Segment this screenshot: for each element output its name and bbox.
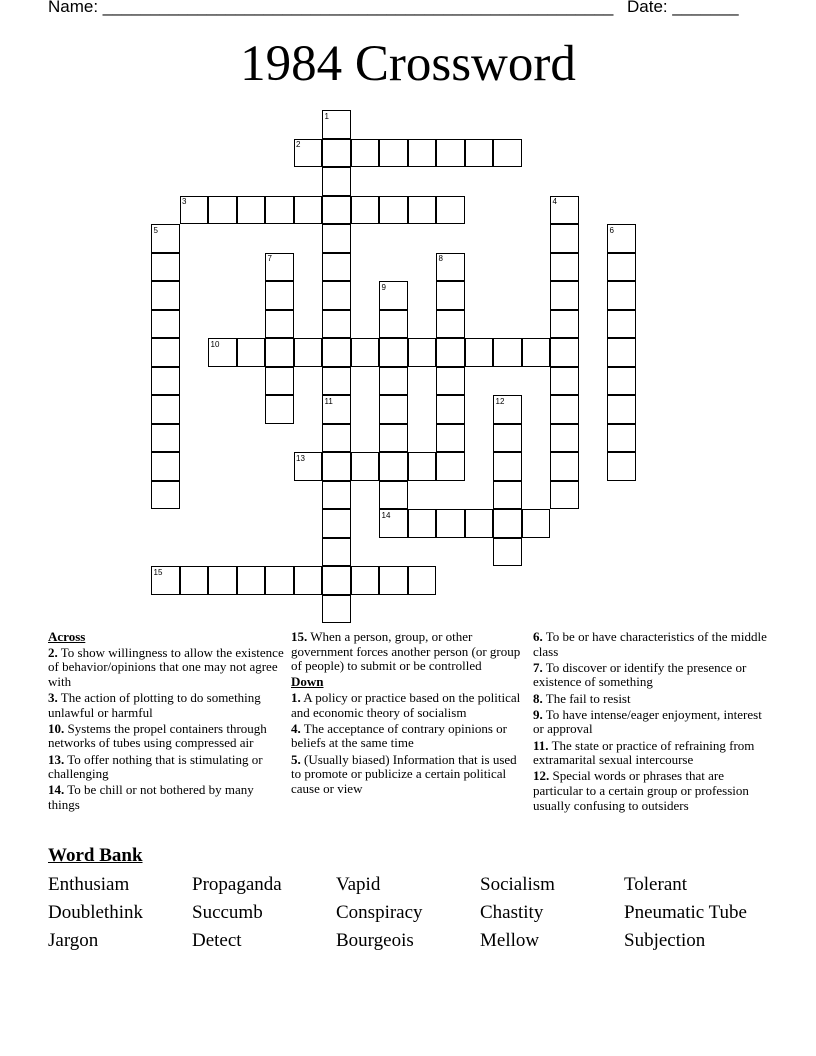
clue-number: 15 xyxy=(153,567,163,577)
grid-cell[interactable] xyxy=(607,367,636,396)
grid-cell[interactable] xyxy=(550,281,579,310)
word-bank-item: Chastity xyxy=(480,902,544,923)
date-field-label: Date: _______ xyxy=(627,0,739,16)
clue-across-15: 15. When a person, group, or other government forces another person (or group of people) to submit or be controlled xyxy=(291,629,521,674)
grid-cell[interactable] xyxy=(550,395,579,424)
grid-cell[interactable] xyxy=(408,196,437,225)
grid-cell[interactable] xyxy=(294,566,323,595)
grid-cell[interactable] xyxy=(322,139,351,168)
grid-cell[interactable] xyxy=(151,338,180,367)
grid-cell[interactable] xyxy=(322,452,351,481)
grid-cell[interactable] xyxy=(550,253,579,282)
grid-cell[interactable] xyxy=(379,395,408,424)
clue-down-11: 11. The state or practice of refraining from extramarital sexual intercourse xyxy=(533,737,755,768)
grid-cell[interactable] xyxy=(522,338,551,367)
word-bank-item: Vapid xyxy=(336,874,381,895)
clue-number: 12 xyxy=(495,396,505,406)
grid-cell[interactable] xyxy=(237,338,266,367)
grid-cell[interactable] xyxy=(436,338,465,367)
grid-cell[interactable] xyxy=(322,424,351,453)
grid-cell[interactable] xyxy=(522,509,551,538)
grid-cell[interactable] xyxy=(151,253,180,282)
grid-cell[interactable] xyxy=(436,424,465,453)
grid-cell[interactable] xyxy=(322,281,351,310)
grid-cell[interactable] xyxy=(265,310,294,339)
clue-number: 8 xyxy=(438,254,443,263)
clue-column-1 xyxy=(48,630,284,814)
clue-down-6: 6. To be or have characteristics of the middle class xyxy=(533,629,767,659)
grid-cell[interactable] xyxy=(237,196,266,225)
grid-cell[interactable] xyxy=(607,281,636,310)
grid-cell[interactable] xyxy=(607,452,636,481)
grid-cell[interactable] xyxy=(151,395,180,424)
clue-number: 13 xyxy=(296,453,305,463)
clue-number: 3 xyxy=(182,197,187,206)
word-bank-item: Pneumatic Tube xyxy=(624,902,747,923)
word-bank-heading: Word Bank xyxy=(48,845,143,866)
word-bank-item: Socialism xyxy=(480,874,555,895)
grid-cell[interactable] xyxy=(493,338,522,367)
grid-cell[interactable] xyxy=(436,452,465,481)
grid-cell[interactable] xyxy=(436,367,465,396)
grid-cell[interactable] xyxy=(465,338,494,367)
grid-cell[interactable] xyxy=(493,538,522,567)
grid-cell[interactable] xyxy=(607,310,636,339)
clue-number: 14 xyxy=(381,510,391,520)
grid-cell[interactable] xyxy=(322,253,351,282)
clue-down-5: 5. (Usually biased) Information that is used to promote or publicize a certain political cause or view xyxy=(291,751,517,796)
grid-cell[interactable] xyxy=(550,338,579,367)
clue-down-4: 4. The acceptance of contrary opinions or beliefs at the same time xyxy=(291,720,507,751)
grid-cell[interactable] xyxy=(322,310,351,339)
grid-cell[interactable] xyxy=(151,452,180,481)
word-bank-item: Jargon xyxy=(48,930,99,951)
grid-cell[interactable] xyxy=(151,310,180,339)
grid-cell[interactable] xyxy=(265,338,294,367)
grid-cell[interactable] xyxy=(322,167,351,196)
grid-cell[interactable] xyxy=(607,338,636,367)
grid-cell[interactable] xyxy=(379,310,408,339)
grid-cell[interactable] xyxy=(550,367,579,396)
grid-cell[interactable] xyxy=(151,424,180,453)
grid-cell[interactable] xyxy=(408,509,437,538)
clue-across-2: 2. To show willingness to allow the existence of behavior/opinions that one may not agree with xyxy=(48,644,284,689)
word-bank-item: Mellow xyxy=(480,930,540,951)
grid-cell[interactable] xyxy=(208,196,237,225)
clue-number: 6 xyxy=(609,225,614,235)
grid-cell[interactable] xyxy=(265,367,294,396)
grid-cell[interactable] xyxy=(379,481,408,510)
down-heading: Down xyxy=(291,674,324,690)
page-title: 1984 Crossword xyxy=(240,36,576,92)
grid-cell[interactable] xyxy=(550,424,579,453)
grid-cell[interactable] xyxy=(151,367,180,396)
grid-cell[interactable] xyxy=(408,139,437,168)
grid-cell[interactable] xyxy=(436,281,465,310)
grid-cell[interactable] xyxy=(408,452,437,481)
grid-cell[interactable] xyxy=(607,424,636,453)
name-field-label: Name: ______________________________________________________ xyxy=(48,0,614,16)
clue-down-12: 12. Special words or phrases that are particular to a certain group or profession usually confusing to outsiders xyxy=(533,768,749,813)
grid-cell[interactable] xyxy=(607,395,636,424)
grid-cell[interactable] xyxy=(408,338,437,367)
grid-cell[interactable] xyxy=(322,338,351,367)
clue-number: 1 xyxy=(324,111,329,121)
clue-number: 5 xyxy=(153,225,158,235)
grid-cell[interactable] xyxy=(322,509,351,538)
grid-cell[interactable] xyxy=(322,224,351,253)
word-bank-item: Succumb xyxy=(192,902,263,923)
clue-down-8: 8. The fail to resist xyxy=(533,690,631,706)
grid-cell[interactable] xyxy=(379,452,408,481)
grid-cell[interactable] xyxy=(550,481,579,510)
grid-cell[interactable] xyxy=(408,566,437,595)
grid-cell[interactable] xyxy=(294,196,323,225)
clue-number: 2 xyxy=(296,140,301,149)
clue-down-7: 7. To discover or identify the presence or existence of something xyxy=(533,659,747,690)
grid-cell[interactable] xyxy=(265,395,294,424)
grid-cell[interactable] xyxy=(237,566,266,595)
grid-cell[interactable] xyxy=(379,139,408,168)
clue-column-2 xyxy=(291,630,527,798)
clue-number: 4 xyxy=(552,197,557,206)
clue-number: 11 xyxy=(324,396,333,406)
grid-cell[interactable] xyxy=(351,196,380,225)
grid-cell[interactable] xyxy=(379,424,408,453)
grid-cell[interactable] xyxy=(265,281,294,310)
clue-number: 7 xyxy=(267,254,272,263)
grid-cell[interactable] xyxy=(351,139,380,168)
clue-across-13: 13. To offer nothing that is stimulating or challenging xyxy=(48,751,263,782)
grid-cell[interactable] xyxy=(379,338,408,367)
grid-cell[interactable] xyxy=(379,566,408,595)
grid-cell[interactable] xyxy=(351,566,380,595)
grid-cell[interactable] xyxy=(436,395,465,424)
grid-cell[interactable] xyxy=(493,452,522,481)
grid-cell[interactable] xyxy=(322,196,351,225)
grid-cell[interactable] xyxy=(436,139,465,168)
clue-number: 9 xyxy=(381,282,386,292)
clue-down-9: 9. To have intense/eager enjoyment, interest or approval xyxy=(533,706,762,737)
grid-cell[interactable] xyxy=(322,538,351,567)
grid-cell[interactable] xyxy=(493,509,522,538)
word-bank-item: Conspiracy xyxy=(336,902,423,923)
word-bank-item: Doublethink xyxy=(48,902,143,923)
clue-down-1: 1. A policy or practice based on the political and economic theory of socialism xyxy=(291,689,521,720)
grid-cell[interactable] xyxy=(379,196,408,225)
clue-across-3: 3. The action of plotting to do something unlawful or harmful xyxy=(48,689,261,720)
clue-across-14: 14. To be chill or not bothered by many things xyxy=(48,782,254,812)
grid-cell[interactable] xyxy=(436,509,465,538)
grid-cell[interactable] xyxy=(550,310,579,339)
grid-cell[interactable] xyxy=(493,481,522,510)
grid-cell[interactable] xyxy=(151,481,180,510)
word-bank-item: Propaganda xyxy=(192,874,282,895)
grid-cell[interactable] xyxy=(465,139,494,168)
across-heading: Across xyxy=(48,629,86,644)
grid-cell[interactable] xyxy=(493,424,522,453)
grid-cell[interactable] xyxy=(351,452,380,481)
grid-cell[interactable] xyxy=(265,566,294,595)
word-bank-item: Enthusiam xyxy=(48,874,130,895)
clue-column-3 xyxy=(533,630,769,815)
grid-cell[interactable] xyxy=(151,281,180,310)
grid-cell[interactable] xyxy=(465,509,494,538)
word-bank-item: Subjection xyxy=(624,930,706,951)
grid-cell[interactable] xyxy=(294,338,323,367)
grid-cell[interactable] xyxy=(265,196,294,225)
grid-cell[interactable] xyxy=(550,224,579,253)
clue-number: 10 xyxy=(210,339,220,349)
grid-cell[interactable] xyxy=(322,595,351,624)
grid-cell[interactable] xyxy=(436,310,465,339)
grid-cell[interactable] xyxy=(379,367,408,396)
grid-cell[interactable] xyxy=(493,139,522,168)
grid-cell[interactable] xyxy=(322,367,351,396)
word-bank-item: Bourgeois xyxy=(336,930,414,951)
grid-cell[interactable] xyxy=(351,338,380,367)
grid-cell[interactable] xyxy=(550,452,579,481)
grid-cell[interactable] xyxy=(436,196,465,225)
grid-cell[interactable] xyxy=(322,566,351,595)
grid-cell[interactable] xyxy=(208,566,237,595)
word-bank-item: Detect xyxy=(192,930,242,951)
grid-cell[interactable] xyxy=(322,481,351,510)
word-bank-item: Tolerant xyxy=(624,874,688,895)
clue-across-10: 10. Systems the propel containers through networks of tubes using compressed air xyxy=(48,720,267,751)
grid-cell[interactable] xyxy=(607,253,636,282)
grid-cell[interactable] xyxy=(180,566,209,595)
